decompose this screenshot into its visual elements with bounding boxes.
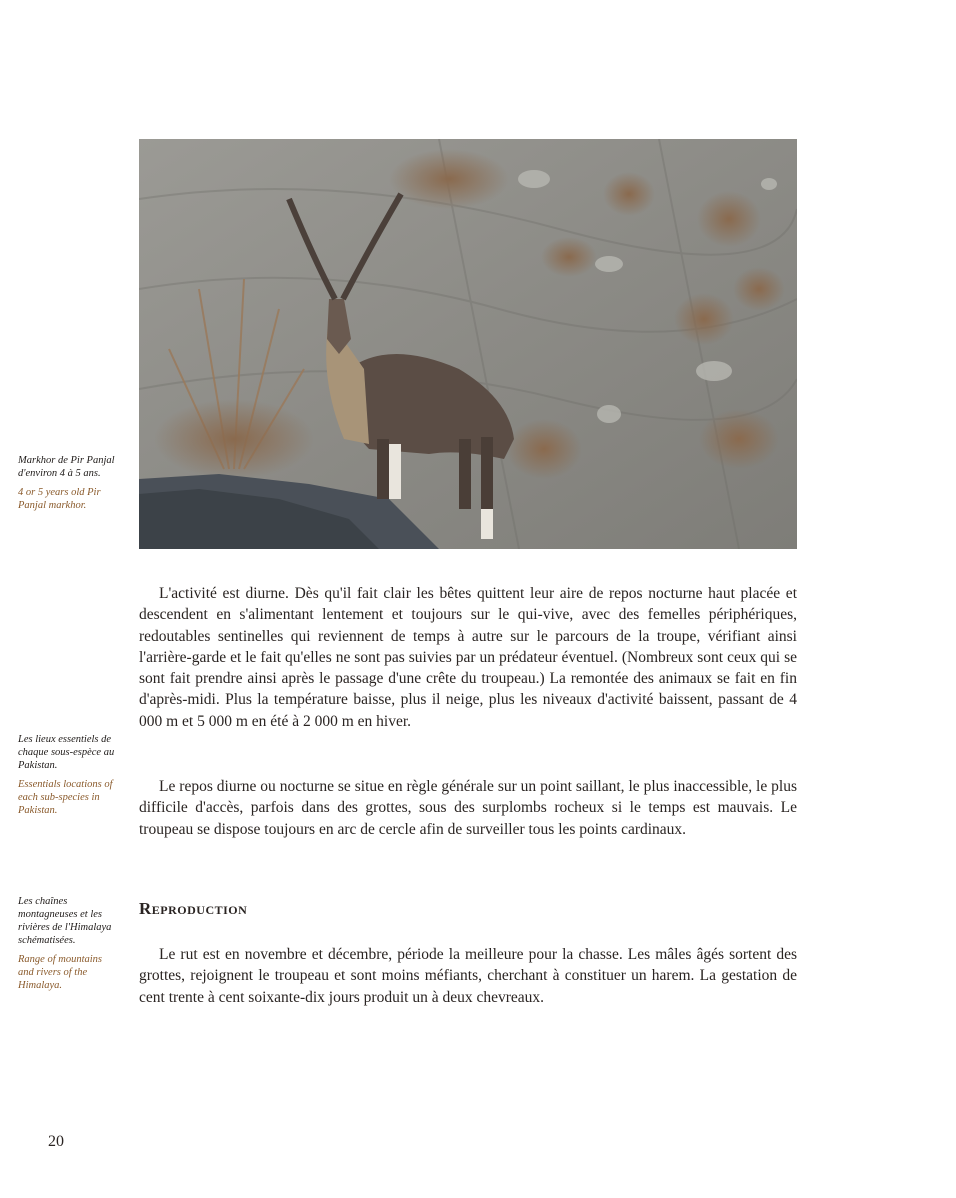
caption-english: Range of mountains and rivers of the Himalaya. (18, 954, 102, 991)
page-number: 20 (48, 1133, 64, 1150)
paragraph-rest: Le repos diurne ou nocturne se situe en règle générale sur un point saillant, le plus inaccessible, le plus difficile d'accès, parfois dans des grottes, sous des surplombs rocheux si le temps est mauvais. Le troupeau se dispose toujours en arc de cercle afin de surveiller tous les points cardinaux. (139, 778, 797, 838)
paragraph-reproduction: Le rut est en novembre et décembre, période la meilleure pour la chasse. Les mâles âgés sortent des grottes, rejoignent le troupeau et sont moins méfiants, cherchant à constituer un harem. La gestation de cent trente à cent soixante-dix jours produit un à deux chevreaux. (139, 946, 797, 1006)
caption-french: Les lieux essentiels de chaque sous-espèce au Pakistan. (18, 734, 115, 771)
markhor-photo-illustration (139, 139, 797, 549)
caption-english: 4 or 5 years old Pir Panjal markhor. (18, 487, 101, 511)
paragraph-activity: L'activité est diurne. Dès qu'il fait clair les bêtes quittent leur aire de repos nocturne haut placée et descendent en s'alimentant lentement et toujours sur le qui-vive, avec des femelles périphériques, redoutables sentinelles qui reviennent de temps à autre sur le parcours de la troupe, vérifiant ainsi l'arrière-garde et le fait qu'elles ne sont pas suivies par un prédateur éventuel. (Nombreux sont ceux qui se sont fait prendre ainsi après le passage d'une crête du troupeau.) La remontée des animaux se fait en fin d'après-midi. Plus la température baisse, plus il neige, plus les niveaux d'activité baissent, passant de 4 000 m et 5 000 m en été à 2 000 m en hiver. (139, 585, 797, 730)
caption-english: Essentials locations of each sub-species in Pakistan. (18, 779, 113, 816)
markhor-photo (139, 139, 797, 549)
map-caption-locations (18, 733, 116, 817)
section-heading: Reproduction (139, 899, 248, 918)
caption-french: Markhor de Pir Panjal d'environ 4 à 5 ans. (18, 455, 115, 479)
map-caption-mountains (18, 895, 116, 992)
photo-caption (18, 454, 116, 512)
caption-french: Les chaînes montagneuses et les rivières de l'Himalaya schématisées. (18, 896, 112, 946)
